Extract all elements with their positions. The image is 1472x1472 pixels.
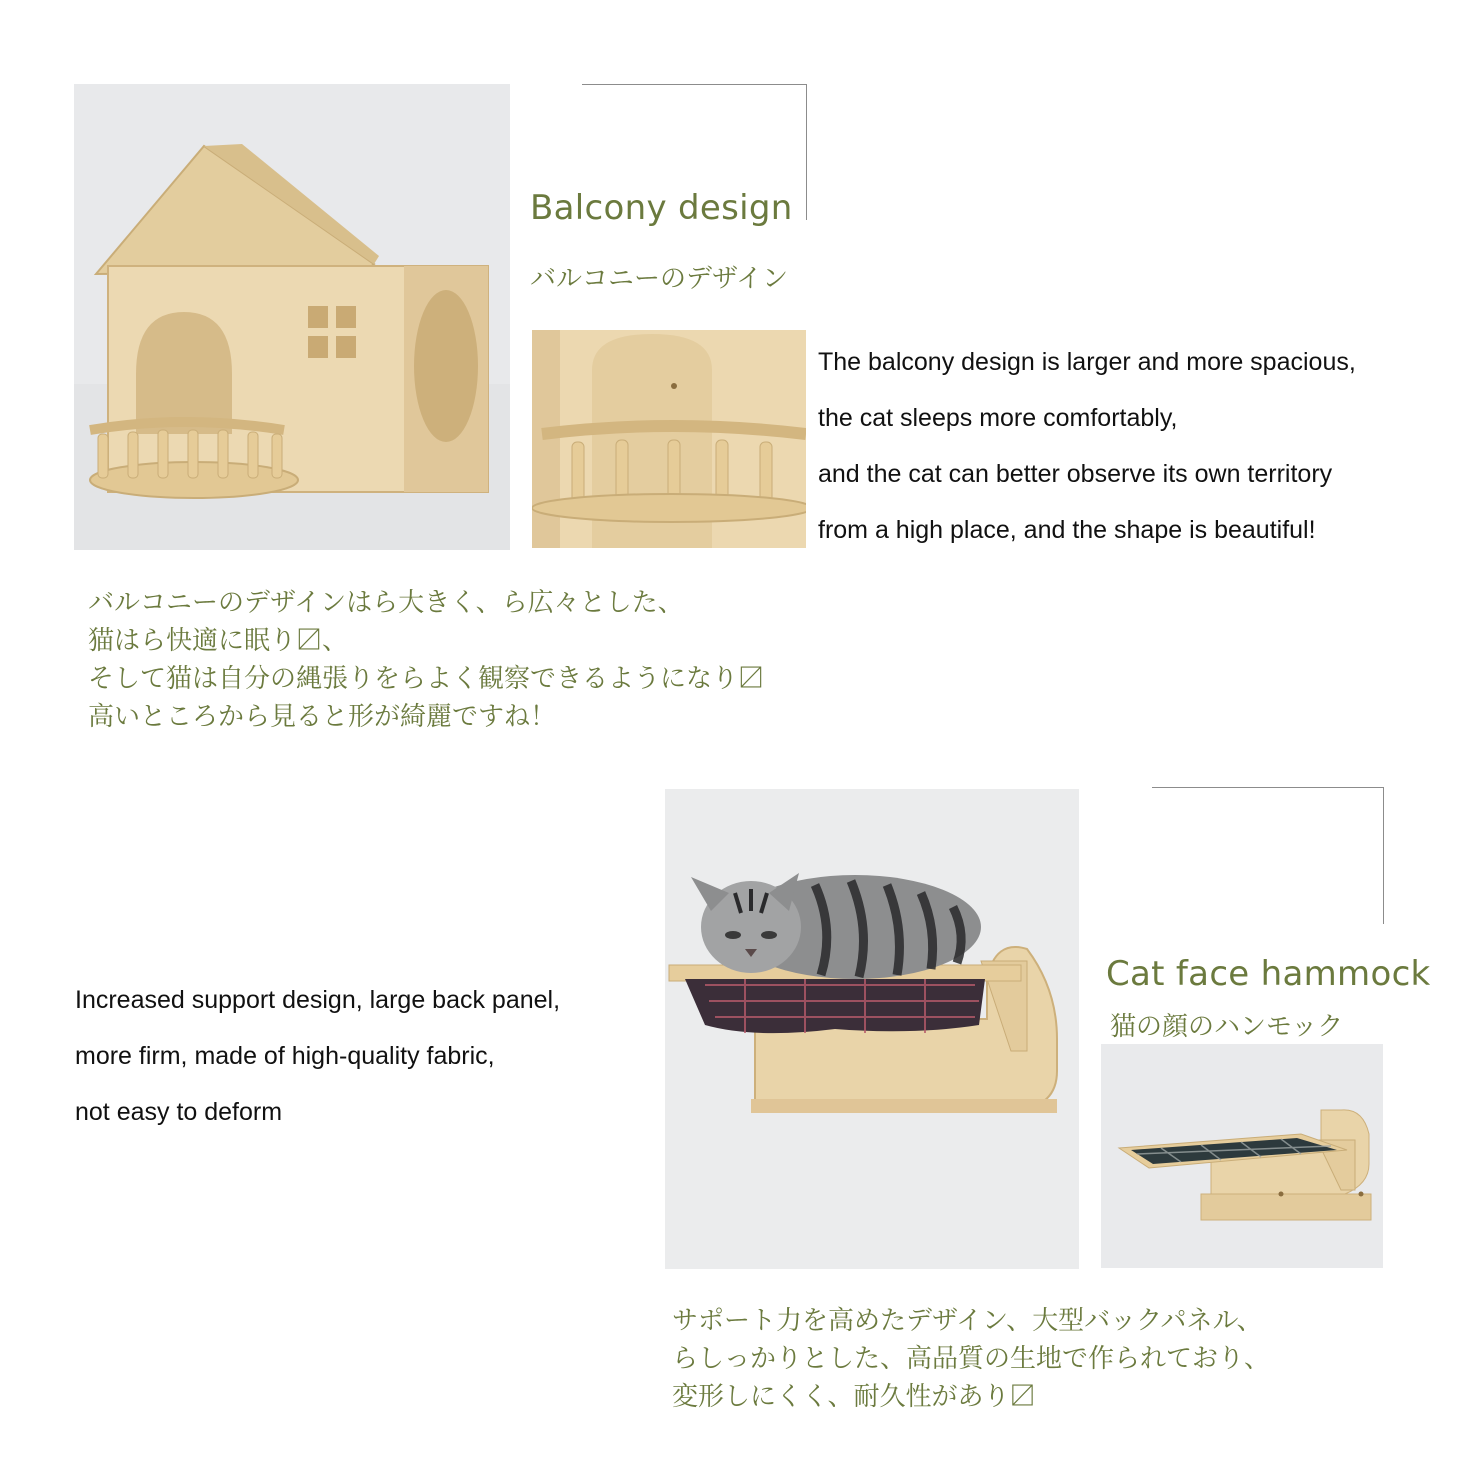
text-line: Increased support design, large back panel, xyxy=(75,986,561,1014)
balcony-description-en xyxy=(818,334,1356,558)
text-line: 変形しにくく、耐久性があり〼 xyxy=(672,1382,1036,1412)
decorative-line-horizontal xyxy=(582,84,807,85)
hammock-description-en xyxy=(75,972,560,1140)
text-line: the cat sleeps more comfortably, xyxy=(818,404,1178,432)
section-title-balcony: Balcony design xyxy=(530,188,793,228)
text-line: and the cat can better observe its own territory xyxy=(818,460,1333,488)
text-line: そして猫は自分の縄張りをらよく観察できるようになり〼 xyxy=(88,664,765,694)
text-line: The balcony design is larger and more spacious, xyxy=(818,348,1356,376)
text-line: バルコニーのデザインはら大きく、ら広々とした、 xyxy=(88,588,684,618)
decorative-line-vertical xyxy=(806,84,807,220)
hammock-description-jp xyxy=(672,1302,1270,1416)
text-line: more firm, made of high-quality fabric, xyxy=(75,1042,495,1070)
section-subtitle-hammock-jp: 猫の顔のハンモック xyxy=(1110,1012,1344,1042)
section-title-hammock: Cat face hammock xyxy=(1106,954,1431,994)
decorative-line-vertical-2 xyxy=(1383,787,1384,924)
balcony-description-jp xyxy=(88,584,764,736)
text-line: 高いところから見ると形が綺麗ですね！ xyxy=(88,702,557,732)
text-line: らしっかりとした、高品質の生地で作られており、 xyxy=(672,1344,1271,1374)
text-line: サポート力を高めたデザイン、大型バックパネル、 xyxy=(672,1306,1263,1336)
decorative-line-horizontal-2 xyxy=(1152,787,1384,788)
section-subtitle-balcony-jp: バルコニーのデザイン xyxy=(530,264,789,294)
cat-on-hammock-photo xyxy=(665,789,1079,1269)
wooden-cat-house-photo xyxy=(74,84,510,550)
balcony-detail-photo xyxy=(532,330,806,548)
empty-hammock-photo xyxy=(1101,1044,1383,1268)
text-line: 猫はら快適に眠り〼、 xyxy=(88,626,349,656)
text-line: from a high place, and the shape is beautiful! xyxy=(818,516,1316,544)
text-line: not easy to deform xyxy=(75,1098,283,1126)
